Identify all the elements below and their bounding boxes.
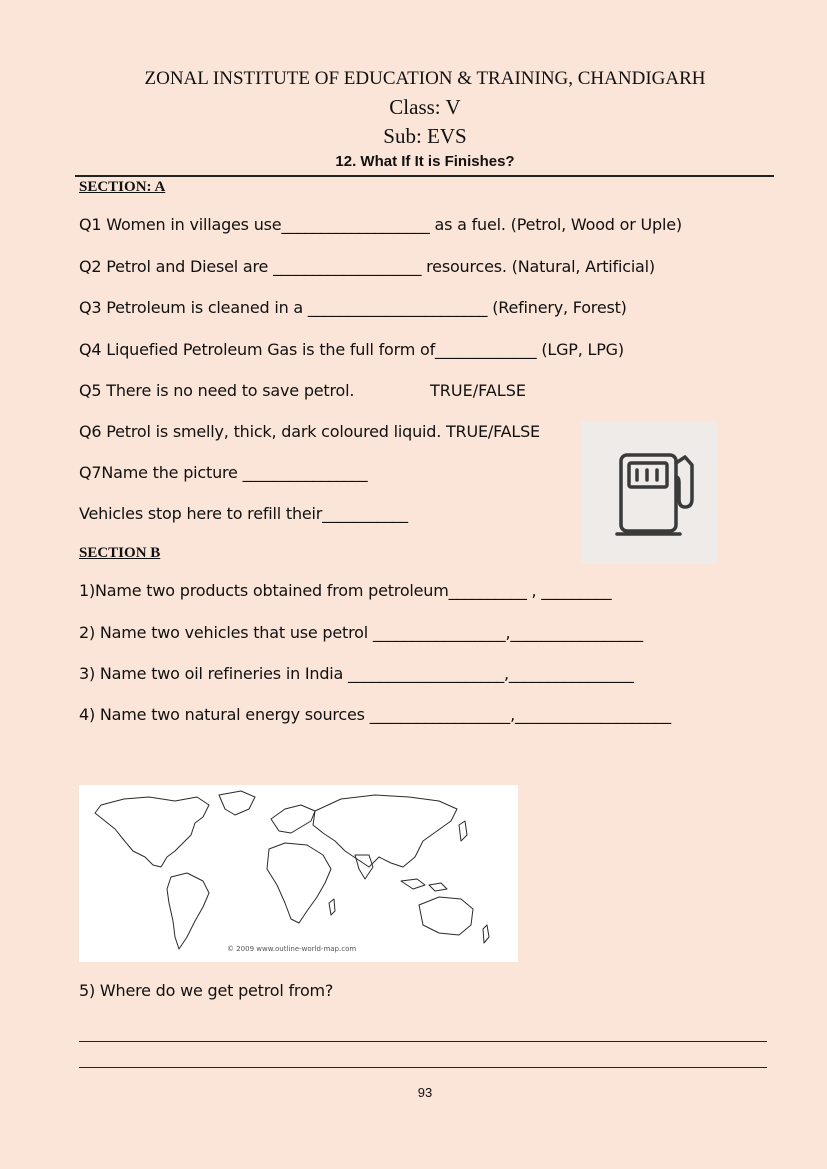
question-5: Q5 There is no need to save petrol. bbox=[79, 381, 355, 400]
institute-name: ZONAL INSTITUTE OF EDUCATION & TRAINING, CHANDIGARH bbox=[144, 68, 706, 89]
section-b-question-3: 3) Name two oil refineries in India ____________________,________________ bbox=[79, 664, 634, 683]
section-a-title: SECTION: A bbox=[79, 179, 166, 195]
section-b-question-5: 5) Where do we get petrol from? bbox=[79, 981, 334, 1000]
fuel-pump-icon bbox=[581, 421, 717, 564]
question-2: Q2 Petrol and Diesel are ___________________ resources. (Natural, Artificial) bbox=[79, 257, 655, 276]
class-line: Class: V bbox=[389, 95, 461, 119]
answer-line-2 bbox=[79, 1067, 767, 1068]
section-b-question-2: 2) Name two vehicles that use petrol _________________,_________________ bbox=[79, 623, 643, 642]
subject-line: Sub: EVS bbox=[383, 124, 467, 148]
section-b-question-4: 4) Name two natural energy sources __________________,____________________ bbox=[79, 705, 671, 724]
world-map-outline bbox=[79, 785, 518, 962]
map-credit: © 2009 www.outline-world-map.com bbox=[227, 945, 357, 953]
section-b-title: SECTION B bbox=[79, 545, 161, 561]
fuel-pump-picture bbox=[581, 421, 717, 564]
question-5-answer: TRUE/FALSE bbox=[430, 381, 526, 400]
section-b-question-1: 1)Name two products obtained from petroleum__________ , _________ bbox=[79, 581, 612, 600]
question-7: Q7Name the picture ________________ bbox=[79, 463, 368, 482]
question-4: Q4 Liquefied Petroleum Gas is the full form of_____________ (LGP, LPG) bbox=[79, 340, 624, 359]
page-number: 93 bbox=[417, 1085, 433, 1100]
answer-line-1 bbox=[79, 1041, 767, 1042]
question-7b: Vehicles stop here to refill their___________ bbox=[79, 504, 408, 523]
question-3: Q3 Petroleum is cleaned in a _______________________ (Refinery, Forest) bbox=[79, 298, 627, 317]
header-divider bbox=[75, 175, 774, 177]
question-1: Q1 Women in villages use___________________ as a fuel. (Petrol, Wood or Uple) bbox=[79, 215, 682, 234]
world-map-picture bbox=[79, 785, 518, 962]
chapter-title: 12. What If It is Finishes? bbox=[335, 153, 515, 170]
question-6: Q6 Petrol is smelly, thick, dark coloured liquid. TRUE/FALSE bbox=[79, 422, 540, 441]
